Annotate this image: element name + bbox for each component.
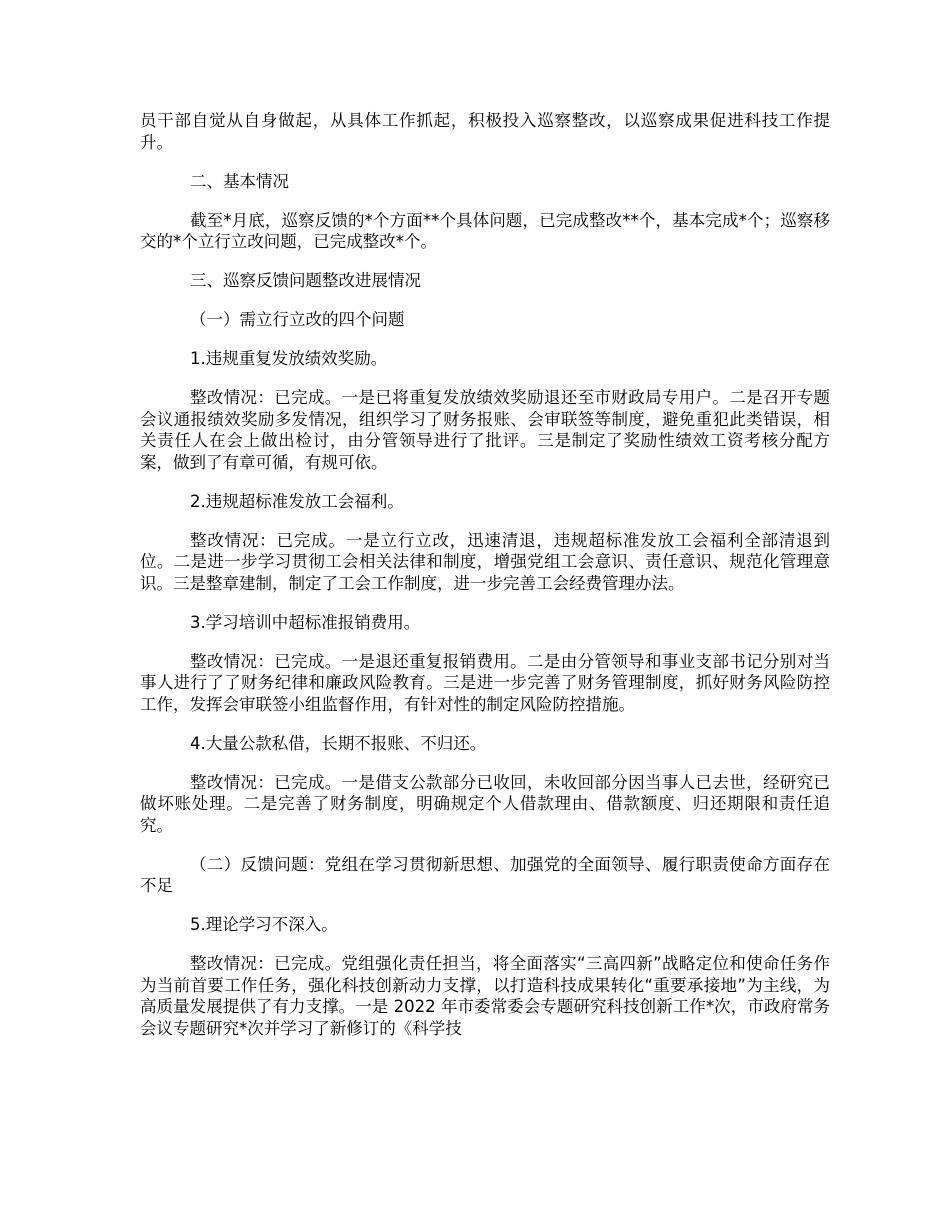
section-heading-progress: 三、巡察反馈问题整改进展情况 (190, 271, 421, 290)
subsection-heading-feedback-issue: （二）反馈问题：党组在学习贯彻新思想、加强党的全面领导、履行职责使命方面存在不足 (140, 854, 830, 895)
issue-rectification-3: 整改情况：已完成。一是退还重复报销费用。二是由分管领导和事业支部书记分别对当事人进行了了财务纪律和廉政风险教育。三是进一步完善了财务管理制度，抓好财务风险防控工作，发挥会审联签小组监督作用，有针对性的制定风险防控措施。 (140, 651, 830, 714)
issue-title-4: 4.大量公款私借，长期不报账、不归还。 (190, 733, 487, 753)
paragraph-basic-situation: 截至*月底，巡察反馈的*个方面**个具体问题，已完成整改**个，基本完成*个；巡察移交的*个立行立改问题，已完成整改*个。 (140, 210, 830, 251)
subsection-heading-immediate-issues: （一）需立行立改的四个问题 (190, 310, 405, 329)
paragraph-intro-continuation: 员干部自觉从自身做起，从具体工作抓起，积极投入巡察整改，以巡察成果促进科技工作提升。 (140, 111, 830, 152)
section-heading-basic-situation: 二、基本情况 (190, 171, 289, 191)
issue-title-2: 2.违规超标准发放工会福利。 (190, 491, 404, 511)
issue-rectification-2: 整改情况：已完成。一是立行立改，迅速清退，违规超标准发放工会福利全部清退到位。二是进一步学习贯彻工会相关法律和制度，增强党组工会意识、责任意识、规范化管理意识。三是整章建制，制定了工会工作制度，进一步完善工会经费管理办法。 (140, 530, 830, 593)
issue-title-3: 3.学习培训中超标准报销费用。 (190, 612, 421, 632)
issue-rectification-4: 整改情况：已完成。一是借支公款部分已收回，未收回部分因当事人已去世，经研究已做坏账处理。二是完善了财务制度，明确规定个人借款理由、借款额度、归还期限和责任追究。 (140, 772, 830, 835)
issue-title-1: 1.违规重复发放绩效奖励。 (190, 349, 388, 368)
issue-title-5: 5.理论学习不深入。 (190, 915, 338, 934)
issue-rectification-5: 整改情况：已完成。党组强化责任担当，将全面落实“三高四新”战略定位和使命任务作为当前首要工作任务，强化科技创新动力支撑，以打造科技成果转化“重要承接地”为主线，为高质量发展提供了有力支撑。一是 2022 年市委常委会专题研究科技创新工作*次，市政府常务会议专题研究*次并学习了新修订的《科学技 (140, 954, 830, 1038)
document-body (140, 110, 830, 1057)
issue-rectification-1: 整改情况：已完成。一是已将重复发放绩效奖励退还至市财政局专用户。二是召开专题会议通报绩效奖励多发情况，组织学习了财务报账、会审联签等制度，避免重犯此类错误，相关责任人在会上做出检讨，由分管领导进行了批评。三是制定了奖励性绩效工资考核分配方案，做到了有章可循，有规可依。 (140, 388, 830, 472)
